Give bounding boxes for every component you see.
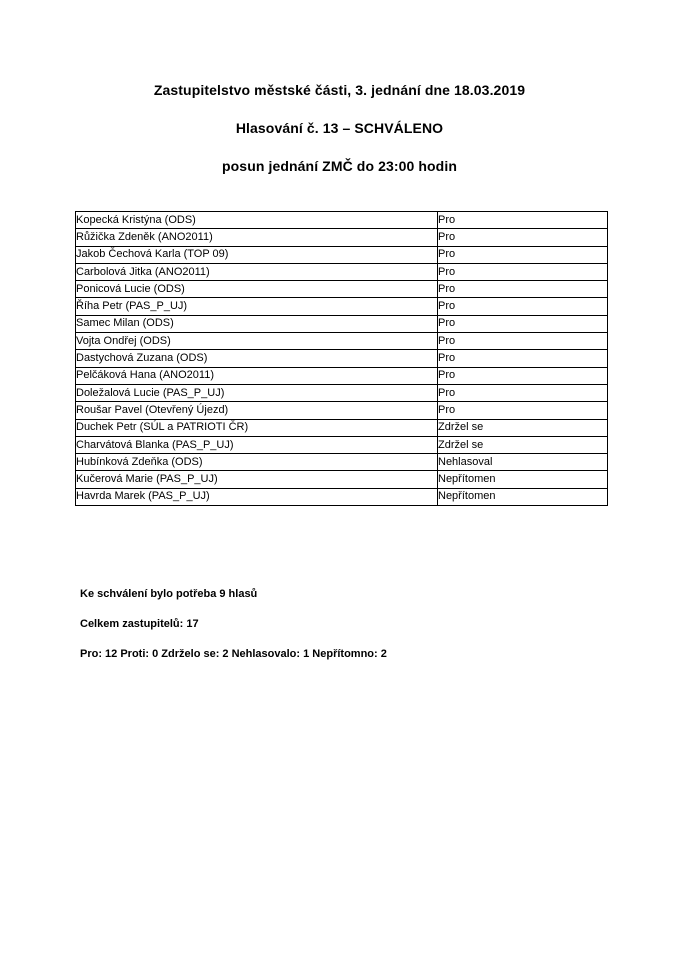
member-name-cell: Duchek Petr (SÚL a PATRIOTI ČR) [76,419,438,436]
vote-table [75,211,608,506]
table-row [76,229,608,246]
member-name-cell: Kučerová Marie (PAS_P_UJ) [76,471,438,488]
member-name-cell: Samec Milan (ODS) [76,315,438,332]
meeting-title: Zastupitelstvo městské části, 3. jednání dne 18.03.2019 [153,82,526,98]
member-name-cell: Jakob Čechová Karla (TOP 09) [76,246,438,263]
table-row [76,367,608,384]
vote-cell: Pro [438,281,608,298]
table-row [76,350,608,367]
member-name-cell: Kopecká Kristýna (ODS) [76,212,438,229]
table-row [76,298,608,315]
vote-cell: Pro [438,229,608,246]
table-row [76,402,608,419]
table-row [76,333,608,350]
table-row [76,488,608,505]
vote-cell: Pro [438,402,608,419]
vote-cell: Pro [438,263,608,280]
vote-cell: Pro [438,333,608,350]
member-name-cell: Vojta Ondřej (ODS) [76,333,438,350]
table-row [76,384,608,401]
vote-number-result-title: Hlasování č. 13 – SCHVÁLENO [235,120,444,136]
results-line: Pro: 12 Proti: 0 Zdrželo se: 2 Nehlasovalo: 1 Nepřítomno: 2 [80,648,387,660]
member-name-cell: Pelčáková Hana (ANO2011) [76,367,438,384]
table-row [76,436,608,453]
total-members-line: Celkem zastupitelů: 17 [80,618,199,630]
vote-cell: Zdržel se [438,419,608,436]
table-row [76,454,608,471]
vote-cell: Pro [438,350,608,367]
table-row [76,212,608,229]
required-votes-line: Ke schválení bylo potřeba 9 hlasů [80,588,258,600]
vote-subject-title: posun jednání ZMČ do 23:00 hodin [222,158,457,174]
member-name-cell: Hubínková Zdeňka (ODS) [76,454,438,471]
vote-cell: Pro [438,246,608,263]
member-name-cell: Charvátová Blanka (PAS_P_UJ) [76,436,438,453]
table-row [76,471,608,488]
member-name-cell: Říha Petr (PAS_P_UJ) [76,298,438,315]
vote-cell: Nehlasoval [438,454,608,471]
table-row [76,246,608,263]
table-row [76,263,608,280]
vote-cell: Nepřítomen [438,471,608,488]
table-row [76,315,608,332]
member-name-cell: Roušar Pavel (Otevřený Újezd) [76,402,438,419]
vote-cell: Pro [438,367,608,384]
summary-block [80,589,600,679]
vote-cell: Pro [438,298,608,315]
member-name-cell: Růžička Zdeněk (ANO2011) [76,229,438,246]
vote-cell: Pro [438,315,608,332]
vote-cell: Zdržel se [438,436,608,453]
vote-cell: Nepřítomen [438,488,608,505]
member-name-cell: Havrda Marek (PAS_P_UJ) [76,488,438,505]
member-name-cell: Dastychová Zuzana (ODS) [76,350,438,367]
vote-cell: Pro [438,212,608,229]
member-name-cell: Doležalová Lucie (PAS_P_UJ) [76,384,438,401]
table-row [76,419,608,436]
vote-table-body [76,212,608,506]
member-name-cell: Carbolová Jitka (ANO2011) [76,263,438,280]
member-name-cell: Ponicová Lucie (ODS) [76,281,438,298]
vote-cell: Pro [438,384,608,401]
table-row [76,281,608,298]
